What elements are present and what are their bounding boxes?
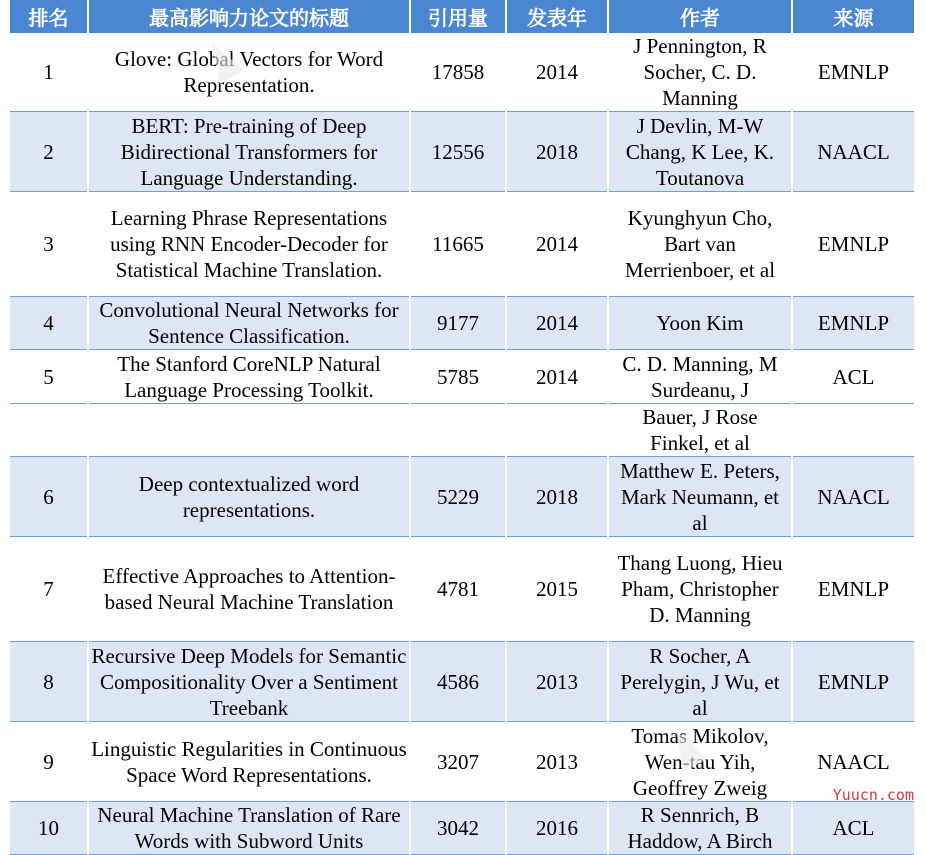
table-row bbox=[10, 722, 914, 802]
cell-title: Neural Machine Translation of Rare Words with Subword Units bbox=[88, 802, 410, 855]
cell-authors: Yoon Kim bbox=[608, 297, 792, 350]
cell-venue: EMNLP bbox=[792, 297, 914, 350]
cell-year: 2013 bbox=[506, 642, 608, 722]
cell-venue: NAACL bbox=[792, 722, 914, 802]
cell-venue: ACL bbox=[792, 802, 914, 855]
cell-rank: 4 bbox=[10, 297, 88, 350]
cell-year: 2013 bbox=[506, 722, 608, 802]
cell-citations: 11665 bbox=[410, 192, 506, 297]
cell-rank: 10 bbox=[10, 802, 88, 855]
cell-venue: NAACL bbox=[792, 457, 914, 537]
cell-authors: Thang Luong, Hieu Pham, Christopher D. Manning bbox=[608, 537, 792, 642]
cell-year: 2018 bbox=[506, 112, 608, 192]
cell-venue: EMNLP bbox=[792, 33, 914, 112]
cell-citations: 9177 bbox=[410, 297, 506, 350]
cell-citations: 17858 bbox=[410, 33, 506, 112]
cell-venue: EMNLP bbox=[792, 537, 914, 642]
cell-authors: R Socher, A Perelygin, J Wu, et al bbox=[608, 642, 792, 722]
cell-citations: 4586 bbox=[410, 642, 506, 722]
header-venue: 来源 bbox=[792, 0, 914, 33]
cell-year: 2016 bbox=[506, 802, 608, 855]
cell-venue: EMNLP bbox=[792, 192, 914, 297]
table-row bbox=[10, 404, 914, 457]
cell-citations: 5785 bbox=[410, 350, 506, 404]
cell-authors: Tomas Mikolov, Wen-tau Yih, Geoffrey Zweig bbox=[608, 722, 792, 802]
table-row bbox=[10, 802, 914, 855]
cell-authors: Matthew E. Peters, Mark Neumann, et al bbox=[608, 457, 792, 537]
cell-title: BERT: Pre-training of Deep Bidirectional Transformers for Language Understanding. bbox=[88, 112, 410, 192]
cell-authors: J Pennington, R Socher, C. D. Manning bbox=[608, 33, 792, 112]
header-year: 发表年 bbox=[506, 0, 608, 33]
cell-title: Learning Phrase Representations using RNN Encoder-Decoder for Statistical Machine Translation. bbox=[88, 192, 410, 297]
table-row bbox=[10, 457, 914, 537]
cell-authors: C. D. Manning, M Surdeanu, J bbox=[608, 350, 792, 404]
cell-year: 2014 bbox=[506, 350, 608, 404]
cell-venue: ACL bbox=[792, 350, 914, 404]
cell-year: 2014 bbox=[506, 192, 608, 297]
cell-rank: 2 bbox=[10, 112, 88, 192]
table-row bbox=[10, 642, 914, 722]
table-row bbox=[10, 537, 914, 642]
cell-venue bbox=[792, 404, 914, 457]
table-row bbox=[10, 350, 914, 404]
cell-title: Glove: Global Vectors for Word Representation. bbox=[88, 33, 410, 112]
cell-rank: 1 bbox=[10, 33, 88, 112]
cell-venue: EMNLP bbox=[792, 642, 914, 722]
cell-venue: NAACL bbox=[792, 112, 914, 192]
cell-citations: 3207 bbox=[410, 722, 506, 802]
header-citations: 引用量 bbox=[410, 0, 506, 33]
table-row bbox=[10, 112, 914, 192]
cell-citations: 5229 bbox=[410, 457, 506, 537]
header-title: 最高影响力论文的标题 bbox=[88, 0, 410, 33]
cell-rank: 8 bbox=[10, 642, 88, 722]
cell-authors: R Sennrich, B Haddow, A Birch bbox=[608, 802, 792, 855]
table-row bbox=[10, 297, 914, 350]
cell-authors: Bauer, J Rose Finkel, et al bbox=[608, 404, 792, 457]
cell-citations bbox=[410, 404, 506, 457]
cell-rank: 5 bbox=[10, 350, 88, 404]
papers-table bbox=[10, 0, 914, 855]
cell-citations: 12556 bbox=[410, 112, 506, 192]
cell-rank: 9 bbox=[10, 722, 88, 802]
cell-rank bbox=[10, 404, 88, 457]
cell-year bbox=[506, 404, 608, 457]
cell-authors: J Devlin, M-W Chang, K Lee, K. Toutanova bbox=[608, 112, 792, 192]
cell-title: Convolutional Neural Networks for Sentence Classification. bbox=[88, 297, 410, 350]
cell-rank: 7 bbox=[10, 537, 88, 642]
cell-title: Effective Approaches to Attention-based Neural Machine Translation bbox=[88, 537, 410, 642]
header-authors: 作者 bbox=[608, 0, 792, 33]
cell-citations: 4781 bbox=[410, 537, 506, 642]
cell-title: Deep contextualized word representations. bbox=[88, 457, 410, 537]
cell-title: The Stanford CoreNLP Natural Language Processing Toolkit. bbox=[88, 350, 410, 404]
cell-title: Recursive Deep Models for Semantic Compositionality Over a Sentiment Treebank bbox=[88, 642, 410, 722]
table-header-row bbox=[10, 0, 914, 33]
header-rank: 排名 bbox=[10, 0, 88, 33]
watermark: Yuucn.com bbox=[832, 786, 914, 804]
cell-year: 2014 bbox=[506, 33, 608, 112]
cell-rank: 6 bbox=[10, 457, 88, 537]
cell-year: 2014 bbox=[506, 297, 608, 350]
table-row bbox=[10, 33, 914, 112]
cell-authors: Kyunghyun Cho, Bart van Merrienboer, et al bbox=[608, 192, 792, 297]
cell-year: 2018 bbox=[506, 457, 608, 537]
table-row bbox=[10, 192, 914, 297]
cell-rank: 3 bbox=[10, 192, 88, 297]
cell-year: 2015 bbox=[506, 537, 608, 642]
cell-citations: 3042 bbox=[410, 802, 506, 855]
cell-title bbox=[88, 404, 410, 457]
cell-title: Linguistic Regularities in Continuous Space Word Representations. bbox=[88, 722, 410, 802]
